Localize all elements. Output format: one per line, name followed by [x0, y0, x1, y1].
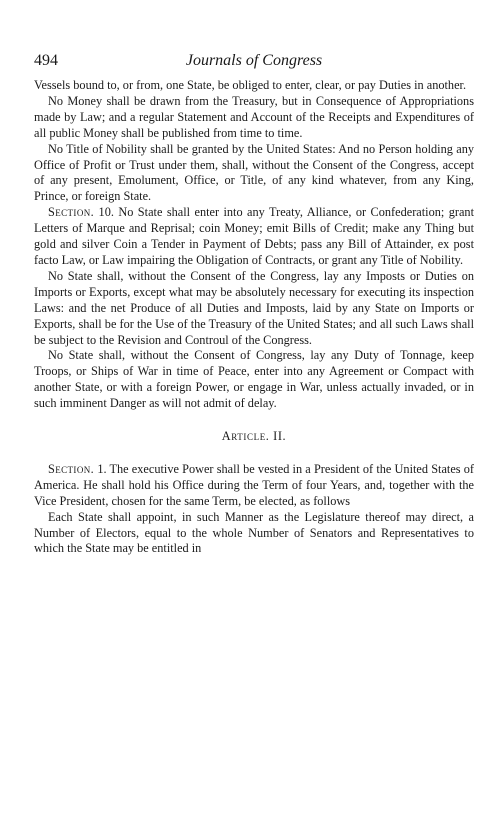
paragraph-imposts: No State shall, without the Consent of the Congress, lay any Imposts or Duties on Imports or Exports, except what may be absolutely necessary for executing its inspection Laws: and the net Produce of all Duties and Imposts, laid by any State on Imports or Exports, shall be for the Use of the Treasury of the United States; and all such Laws shall be subject to the Revision and Controul of the Congress. [34, 268, 474, 347]
paragraph-electors: Each State shall appoint, in such Manner as the Legislature thereof may direct, a Number of Electors, equal to the whole Number of Senators and Representatives to which the State may be entitled in [34, 509, 474, 556]
paragraph-treasury: No Money shall be drawn from the Treasury, but in Consequence of Appropriations made by Law; and a regular Statement and Account of the Receipts and Expenditures of all public Money shall be published from time to time. [34, 93, 474, 140]
paragraph-tonnage: No State shall, without the Consent of Congress, lay any Duty of Tonnage, keep Troops, or Ships of War in time of Peace, enter into any Agreement or Compact with another State, or with a foreign Power, or engage in War, unless actually invaded, or in such imminent Danger as will not admit of delay. [34, 348, 474, 411]
section-1-text: 1. The executive Power shall be vested in a President of the United States of America. He shall hold his Office during the Term of four Years, and, together with the Vice President, chosen for the same Term, be elected, as follows [34, 461, 475, 508]
running-head [34, 52, 474, 76]
paragraph-section-1 [34, 462, 474, 510]
page-number: 494 [34, 52, 58, 69]
paragraph-nobility: No Title of Nobility shall be granted by the United States: And no Person holding any Office of Profit or Trust under them, shall, without the Consent of the Congress, accept of any present, Emolument, Office, or Title, of any kind whatever, from any King, Prince, or foreign State. [34, 141, 474, 204]
paragraph-section-10 [34, 205, 474, 269]
section-label: Section. [48, 461, 95, 476]
section-label: Section. [48, 205, 95, 220]
article-heading: Article. II. [221, 429, 287, 444]
body-text [34, 78, 474, 557]
document-page [34, 52, 474, 557]
page-title: Journals of Congress [185, 52, 323, 69]
section-10-text: 10. No State shall enter into any Treaty, Alliance, or Confederation; grant Letters of Marque and Reprisal; coin Money; emit Bills of Credit; make any Thing but gold and silver Coin a Tender in Payment of Debts; pass any Bill of Attainder, ex post facto Law, or Law impairing the Obligation of Contracts, or grant any Title of Nobility. [34, 205, 474, 267]
paragraph-continuation: Vessels bound to, or from, one State, be obliged to enter, clear, or pay Duties in another. [34, 78, 467, 92]
